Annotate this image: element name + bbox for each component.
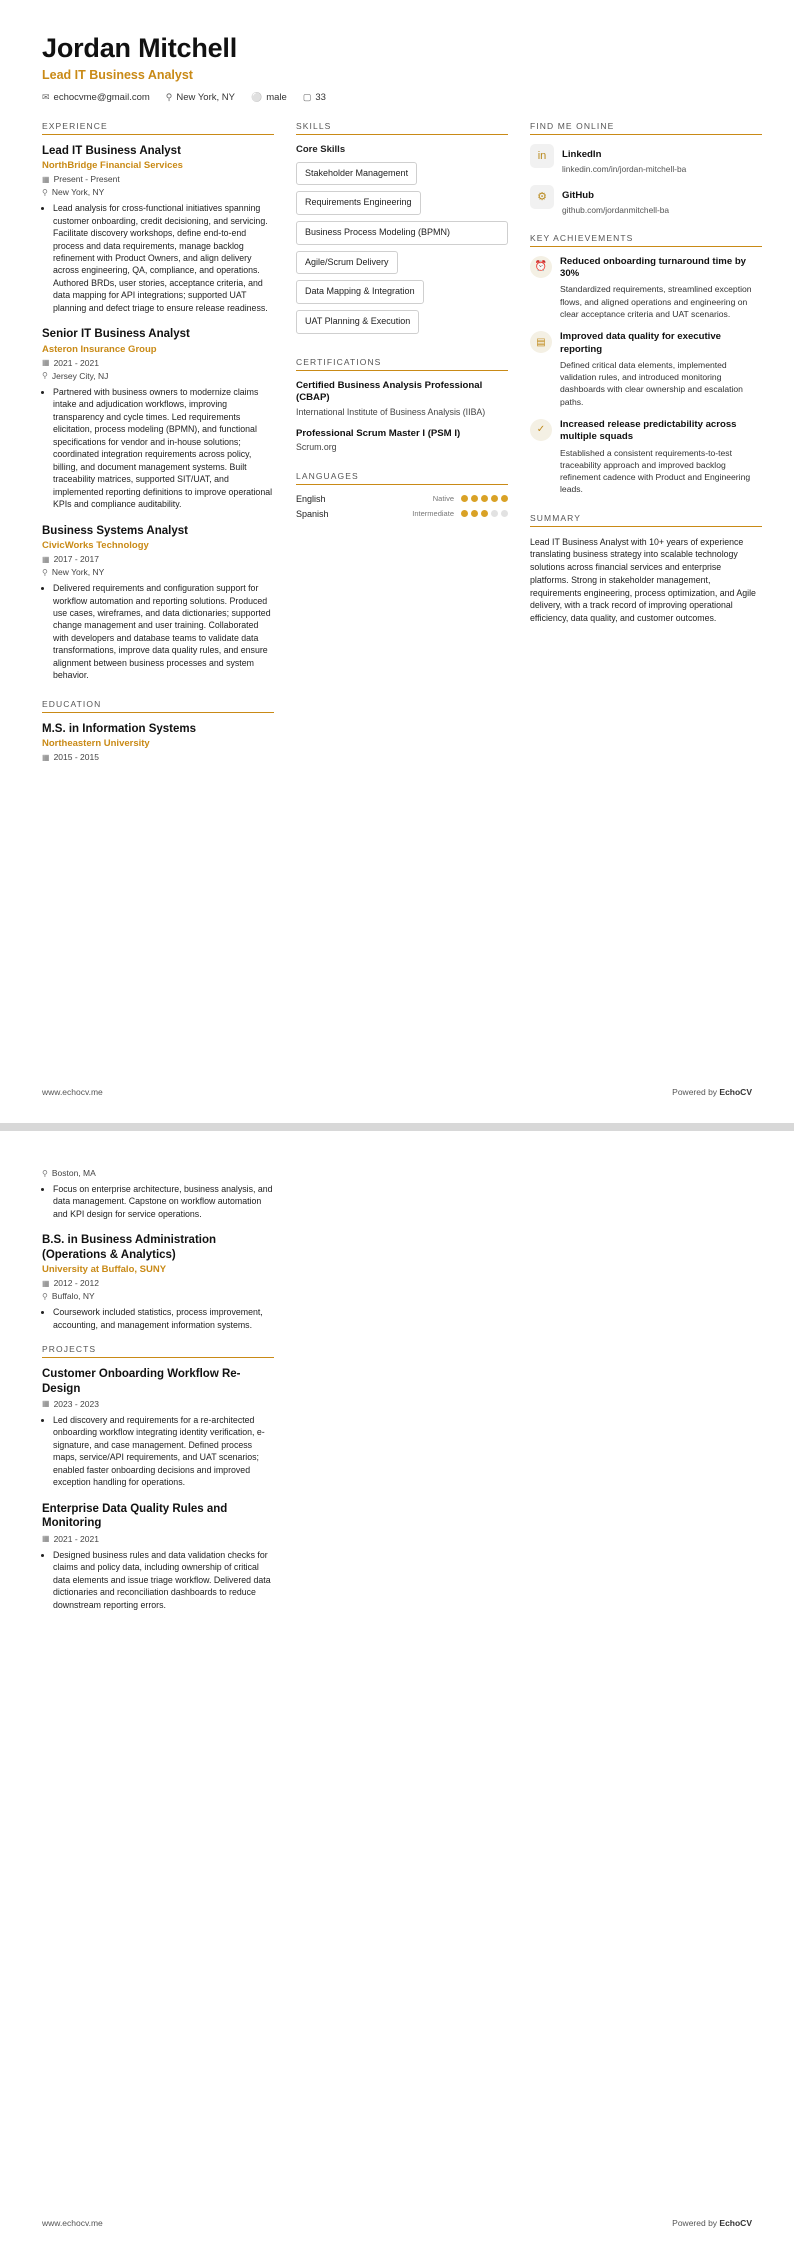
location-pin-icon: ⚲ xyxy=(42,187,48,197)
language-level: Native xyxy=(432,494,454,504)
project-bullets xyxy=(42,1549,274,1611)
language-rating xyxy=(461,510,508,517)
candidate-name: Jordan Mitchell xyxy=(42,33,238,63)
language-item xyxy=(296,494,508,504)
project-bullets xyxy=(42,1414,274,1489)
section-languages xyxy=(296,471,508,519)
experience-location-text: Jersey City, NJ xyxy=(51,370,109,381)
experience-location-text: New York, NY xyxy=(51,187,105,198)
resume-page-1 xyxy=(0,0,794,1123)
experience-location-text: New York, NY xyxy=(51,567,105,578)
summary-text: Lead IT Business Analyst with 10+ years of experience translating business strategy into scalable technology solutions across financial services and enterprise platforms. Strong in stakeholder management, requirements engineering, process optimization, and Agile delivery, with a track record of improving operational efficiency, data quality, and customer outcomes. xyxy=(530,536,756,624)
certification-name: Certified Business Analysis Professional (CBAP) xyxy=(296,379,483,404)
footer-powered-prefix: Powered by xyxy=(672,2218,720,2228)
experience-org: CivicWorks Technology xyxy=(42,540,149,552)
column-left xyxy=(42,121,274,780)
calendar-icon: ▦ xyxy=(42,174,50,184)
resume-page-2 xyxy=(0,1131,794,2254)
certification-item xyxy=(296,380,508,419)
language-level: Intermediate xyxy=(412,509,454,519)
experience-location xyxy=(42,371,274,381)
achievement-item xyxy=(530,256,762,321)
skill-chip: Requirements Engineering xyxy=(296,191,421,215)
skill-chip: Stakeholder Management xyxy=(296,162,417,186)
calendar-icon: ▦ xyxy=(42,358,50,368)
experience-org: NorthBridge Financial Services xyxy=(42,160,183,172)
experience-dates-text: Present - Present xyxy=(53,174,120,185)
person-icon: ⚪ xyxy=(251,91,263,102)
experience-dates xyxy=(42,358,274,368)
section-find-me-online xyxy=(530,121,762,216)
location-pin-icon: ⚲ xyxy=(42,1168,48,1178)
language-name: English xyxy=(296,493,326,504)
contact-age xyxy=(303,92,326,103)
language-rating xyxy=(461,495,508,502)
location-pin-icon: ⚲ xyxy=(42,567,48,577)
footer-powered xyxy=(672,1087,752,1097)
calendar-icon: ▦ xyxy=(42,1534,50,1544)
contact-age-text: 33 xyxy=(315,91,326,103)
calendar-icon: ▦ xyxy=(42,752,50,762)
education-location-text: Boston, MA xyxy=(51,1168,96,1178)
experience-bullets xyxy=(42,582,274,682)
experience-org: Asteron Insurance Group xyxy=(42,343,157,355)
column-right xyxy=(530,121,762,642)
certification-org: International Institute of Business Analysis (IIBA) xyxy=(296,406,486,417)
section-title-projects: PROJECTS xyxy=(42,1344,274,1358)
footer-site[interactable]: www.echocv.me xyxy=(42,2218,103,2228)
experience-dates-text: 2017 - 2017 xyxy=(53,554,99,565)
education-degree: B.S. in Business Administration (Operations & Analytics) xyxy=(42,1234,217,1261)
certification-name: Professional Scrum Master I (PSM I) xyxy=(296,427,461,439)
contact-row xyxy=(42,92,752,103)
project-dates-text: 2021 - 2021 xyxy=(53,1533,99,1544)
candidate-role: Lead IT Business Analyst xyxy=(42,67,193,82)
language-name: Spanish xyxy=(296,508,329,519)
section-certifications xyxy=(296,357,508,454)
footer-powered-brand: EchoCV xyxy=(719,1087,752,1097)
experience-bullets xyxy=(42,202,274,314)
contact-gender-text: male xyxy=(266,91,287,103)
online-profile-name: LinkedIn xyxy=(562,148,602,160)
section-title-key-achievements: KEY ACHIEVEMENTS xyxy=(530,233,762,247)
section-projects xyxy=(42,1344,274,1611)
education-dates xyxy=(42,1278,274,1288)
section-title-languages: LANGUAGES xyxy=(296,471,508,485)
education-dates-text: 2012 - 2012 xyxy=(53,1278,99,1289)
education-school: Northeastern University xyxy=(42,738,150,750)
experience-title: Senior IT Business Analyst xyxy=(42,328,190,341)
education-location-text: Buffalo, NY xyxy=(51,1291,95,1302)
page-footer xyxy=(42,1087,752,1097)
education-location xyxy=(42,1291,274,1301)
project-dates xyxy=(42,1399,274,1409)
achievement-desc: Standardized requirements, streamlined exception flows, and aligned operations and engineering on clear acceptance criteria and UAT scenarios. xyxy=(560,284,752,319)
experience-dates-text: 2021 - 2021 xyxy=(53,357,99,368)
skill-chip: Agile/Scrum Delivery xyxy=(296,251,398,275)
linkedin-icon: in xyxy=(530,144,554,168)
bullet: • Coursework included statistics, process improvement, accounting, and management information systems. xyxy=(53,1306,274,1331)
experience-title: Business Systems Analyst xyxy=(42,524,188,537)
online-profile-linkedin[interactable] xyxy=(530,144,762,175)
achievement-title: Improved data quality for executive reporting xyxy=(560,331,722,355)
education-degree: M.S. in Information Systems xyxy=(42,722,196,735)
skills-list xyxy=(296,162,508,340)
section-title-summary: SUMMARY xyxy=(530,513,762,527)
clock-icon: ⏰ xyxy=(530,256,552,278)
column-left-page2 xyxy=(42,1168,274,1611)
section-title-experience: EXPERIENCE xyxy=(42,121,274,135)
page-separator xyxy=(0,1123,794,1131)
education-item xyxy=(42,1233,274,1331)
project-item xyxy=(42,1367,274,1489)
footer-powered-prefix: Powered by xyxy=(672,1087,720,1097)
education-dates-text: 2015 - 2015 xyxy=(53,752,99,763)
online-profile-url[interactable]: linkedin.com/in/jordan-mitchell-ba xyxy=(562,163,687,174)
experience-location xyxy=(42,187,274,197)
column-middle xyxy=(296,121,508,536)
contact-location xyxy=(166,92,235,103)
skill-chip: Data Mapping & Integration xyxy=(296,280,424,304)
bullet: • Delivered requirements and configuration support for workflow automation and reporting solutions. Produced use cases, wireframes, and data dictionaries; supported change management and user training. Collaborated with developers and database teams to validate data transformations, improve data quality rules, and ensure alignment between business processes and system behavior. xyxy=(53,582,274,682)
certification-item xyxy=(296,428,508,454)
certification-org: Scrum.org xyxy=(296,442,337,453)
bullet: • Partnered with business owners to modernize claims intake and adjudication workflows, improving transparency and cycle times. Led requirements elicitation, process modeling (BPMN), and functional specifications for vendor and in-house solutions; coordinated integration requirements across policy, billing, and document management systems. Built traceability matrices, supported SIT/UAT, and implemented reporting definitions to improve operational KPIs and compliance auditability. xyxy=(53,386,274,511)
experience-item xyxy=(42,144,274,315)
education-school: University at Buffalo, SUNY xyxy=(42,1264,167,1276)
achievement-item xyxy=(530,419,762,496)
section-skills xyxy=(296,121,508,340)
section-experience xyxy=(42,121,274,682)
calendar-icon: ▦ xyxy=(42,1278,50,1288)
project-dates xyxy=(42,1534,274,1544)
contact-email-text: echocvme@gmail.com xyxy=(53,91,150,103)
experience-title: Lead IT Business Analyst xyxy=(42,144,181,157)
online-profile-url[interactable]: github.com/jordanmitchell-ba xyxy=(562,204,670,215)
education-item-continued xyxy=(42,1168,274,1220)
contact-location-text: New York, NY xyxy=(176,91,235,103)
chart-icon: ▤ xyxy=(530,331,552,353)
achievement-item xyxy=(530,331,762,408)
experience-item xyxy=(42,524,274,682)
achievement-desc: Established a consistent requirements-to-test traceability approach and improved backlog refinement cadence with Product and Engineering leads. xyxy=(560,447,751,495)
location-pin-icon: ⚲ xyxy=(165,91,173,102)
section-title-skills: SKILLS xyxy=(296,121,508,135)
experience-location xyxy=(42,567,274,577)
experience-item xyxy=(42,327,274,510)
resume-header xyxy=(42,34,752,103)
language-item xyxy=(296,509,508,519)
project-dates-text: 2023 - 2023 xyxy=(53,1398,99,1409)
check-icon: ✓ xyxy=(530,419,552,441)
education-item xyxy=(42,722,274,762)
project-title: Enterprise Data Quality Rules and Monitoring xyxy=(42,1502,228,1530)
section-title-find-me-online: FIND ME ONLINE xyxy=(530,121,762,135)
section-title-education: EDUCATION xyxy=(42,699,274,713)
online-profile-github[interactable] xyxy=(530,185,762,216)
experience-dates xyxy=(42,174,274,184)
skill-chip: Business Process Modeling (BPMN) xyxy=(296,221,508,245)
achievement-title: Reduced onboarding turnaround time by 30% xyxy=(560,255,747,279)
contact-gender xyxy=(251,92,287,103)
location-pin-icon: ⚲ xyxy=(42,371,48,381)
resume-columns xyxy=(42,120,756,780)
calendar-icon: ▦ xyxy=(42,554,50,564)
skills-group-label: Core Skills xyxy=(296,143,346,155)
location-pin-icon: ⚲ xyxy=(42,1291,48,1301)
project-title: Customer Onboarding Workflow Re-Design xyxy=(42,1368,241,1395)
achievement-desc: Defined critical data elements, implemented validation rules, and introduced monitoring dashboards with clear ownership and escalation paths. xyxy=(560,360,743,407)
contact-email xyxy=(42,92,150,103)
bullet: • Lead analysis for cross-functional initiatives spanning customer onboarding, credit decisioning, and servicing. Facilitate discovery workshops, define end-to-end process and data requirements, manage backlog refinement with Product Owners, and align delivery across engineering, QA, compliance, and operations. Authored BRDs, user stories, acceptance criteria, and data mapping for API integrations; supported UAT planning and defect triage to ensure release readiness. xyxy=(53,202,274,314)
page-footer xyxy=(42,2218,752,2228)
experience-dates xyxy=(42,554,274,564)
education-dates xyxy=(42,752,274,762)
education-bullets xyxy=(42,1183,274,1220)
experience-bullets xyxy=(42,386,274,511)
section-education xyxy=(42,699,274,762)
calendar-icon: ▦ xyxy=(42,1399,50,1409)
section-key-achievements xyxy=(530,233,762,496)
footer-powered-brand: EchoCV xyxy=(719,2218,752,2228)
footer-site[interactable]: www.echocv.me xyxy=(42,1087,103,1097)
education-location xyxy=(42,1168,274,1178)
achievement-title: Increased release predictability across multiple squads xyxy=(560,418,737,443)
project-item xyxy=(42,1502,274,1611)
section-summary xyxy=(530,513,762,625)
skill-chip: UAT Planning & Execution xyxy=(296,310,419,334)
footer-powered xyxy=(672,2218,752,2228)
envelope-icon: ✉ xyxy=(42,91,50,102)
bullet: • Led discovery and requirements for a re-architected onboarding workflow integrating identity verification, e-signature, and case management. Defined process maps, service/API requirements, and UAT scenarios; enabled faster onboarding decisions and improved exception handling for operations. xyxy=(53,1414,274,1489)
bullet: • Designed business rules and data validation checks for claims and policy data, including ownership of critical data elements and issue triage workflow. Delivered data dictionaries and reconciliation dashboards to reduce downstream reporting errors. xyxy=(53,1549,274,1611)
online-profile-name: GitHub xyxy=(562,189,594,201)
section-title-certifications: CERTIFICATIONS xyxy=(296,357,508,371)
github-icon: ⚙ xyxy=(530,185,554,209)
education-bullets xyxy=(42,1306,274,1331)
bullet: • Focus on enterprise architecture, business analysis, and data management. Capstone on workflow automation and KPI design for service operations. xyxy=(53,1183,274,1220)
cake-icon: ▢ xyxy=(302,91,312,102)
